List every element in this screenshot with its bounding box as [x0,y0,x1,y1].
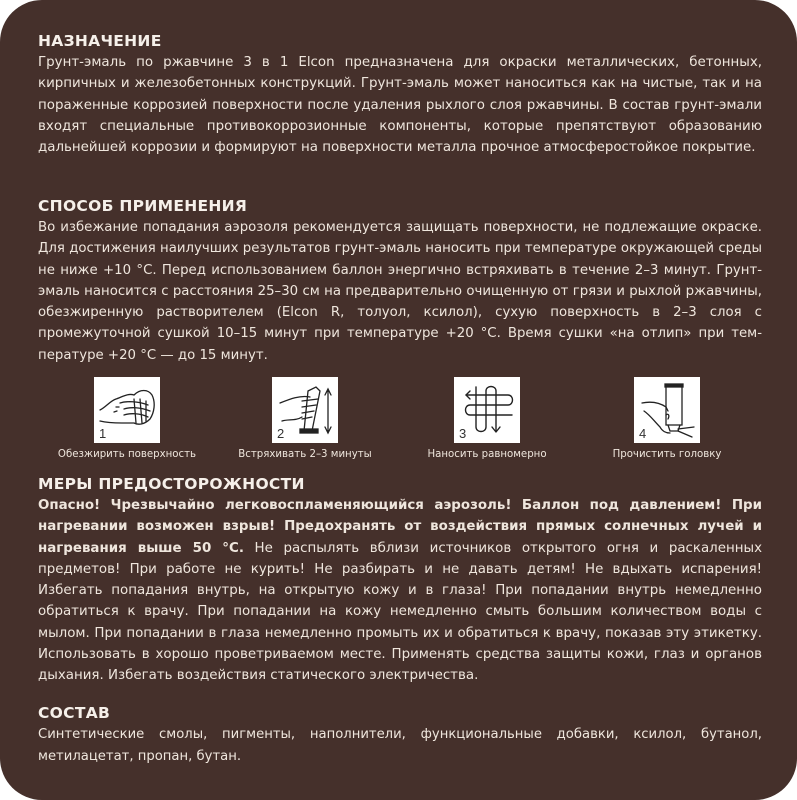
step-caption: Обезжирить поверхность [57,449,197,460]
spray-pattern-icon [454,377,520,443]
hazard-warning: Опасно! Чрезвычайно легковоспламеняющийся аэрозоль! Баллон под давлением! При нагревании возможен взрыв! Предохранять от воздействия прямых солнечных лучей и нагревания выше 50 °C. [38,498,762,556]
section-title-composition: СОСТАВ [38,704,111,722]
step-number: 2 [277,426,285,441]
section-title-application: СПОСОБ ПРИМЕНЕНИЯ [38,197,248,215]
step-number: 4 [639,426,647,441]
section-title-purpose: НАЗНАЧЕНИЕ [38,32,162,50]
step-1 [37,377,217,460]
section-text-application: Во избежание попадания аэрозоля рекомендуется защищать поверхности, не подлежащие окраске. Для достижения наилучших результатов грунт-эмаль наносить при температуре окружающей среды не ниже +10 °C. Перед использованием баллон энергично встряхивать в течение 2–3 минут. Грунт-эмаль наносится с расстояния 25–30 см на предварительно очищенную от грязи и рыхлой ржавчины, обезжиренную растворителем (Elcon R, толуол, ксилол), сухую поверхность в 2–3 слоя с промежуточной сушкой 10–15 минут при температуре +20 °C. Время сушки «на отлип» при температуре +20 °C — до 15 минут. [38,220,762,363]
section-precautions [38,473,762,687]
step-4 [577,377,757,460]
hand-wiping-icon [94,377,160,443]
application-steps [38,377,762,463]
section-composition [38,702,762,768]
step-number: 3 [459,426,467,441]
clean-nozzle-icon [634,377,700,443]
section-text-composition: Синтетические смолы, пигменты, наполнители, функциональные добавки, ксилол, бутанол, метилацетат, пропан, бутан. [38,727,762,764]
shake-can-icon [272,377,338,443]
safety-instructions: Не распылять вблизи источников открытого огня и раскаленных предметов! При работе не курить! Не разбирать и не давать детям! Не вдыхать испарения! Избегать попадания внутрь, на открытую кожу и в глаза! При попадании внутрь немедленно обратиться к врачу. При попадании на кожу немедленно смыть большим количеством воды с мылом. При попадании в глаза немедленно промыть их и обратиться к врачу, показав эту этикетку. Использовать в хорошо проветриваемом месте. Применять средства защиты кожи, глаз и органов дыхания. Избегать воздействия статического электричества. [38,540,762,684]
step-number: 1 [99,426,107,441]
step-2 [215,377,395,460]
section-text-precautions [38,495,762,687]
step-caption: Прочистить головку [612,449,722,460]
section-application [38,195,762,366]
step-caption: Наносить равномерно [427,449,547,460]
section-title-precautions: МЕРЫ ПРЕДОСТОРОЖНОСТИ [38,475,305,493]
section-text-purpose: Грунт-эмаль по ржавчине 3 в 1 Elcon предназначена для окраски металлических, бетонных, кирпичных и железобетонных конструкций. Грунт-эмаль может наноситься как на чистые, так и на пораженные коррозией поверхности после удаления рыхлого слоя ржавчины. В состав грунт-эмали входят специальные противокоррозионные компоненты, которые препятствуют образованию дальнейшей коррозии и формируют на поверхности металла прочное атмосферостойкое покрытие. [38,55,762,156]
step-3 [397,377,577,460]
section-purpose [38,30,762,158]
step-caption: Встряхивать 2–3 минуты [238,449,372,460]
